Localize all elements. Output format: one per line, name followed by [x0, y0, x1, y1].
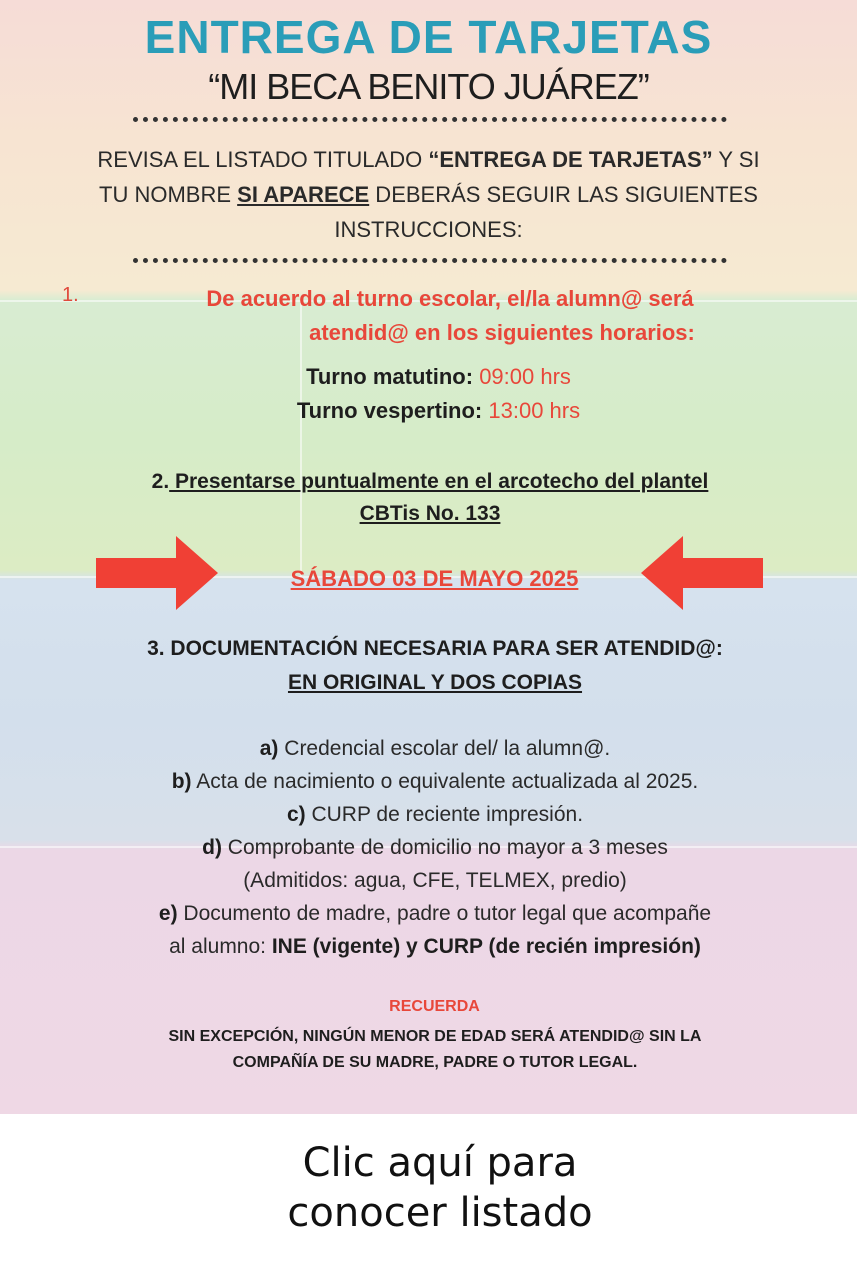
step2-text: 2. Presentarse puntualmente en el arcotecho del plantel CBTis No. 133 — [151, 470, 709, 525]
reminder-title: RECUERDA — [389, 998, 480, 1015]
arrow-left-icon — [641, 536, 763, 610]
documents-list — [40, 732, 830, 963]
list-item: e) Documento de madre, padre o tutor legal que acompañe — [158, 902, 712, 925]
poster-subtitle: “MI BECA BENITO JUÁREZ” — [208, 66, 649, 107]
list-item: c) CURP de reciente impresión. — [286, 803, 584, 826]
step3-text: 3. DOCUMENTACIÓN NECESARIA PARA SER ATENDID@: EN ORIGINAL Y DOS COPIAS — [147, 637, 723, 694]
dotted-divider — [133, 117, 727, 122]
step1-text: De acuerdo al turno escolar, el/la alumn@ será atendid@ en los siguientes horarios: — [206, 286, 695, 345]
intro-text: REVISA EL LISTADO TITULADO “ENTREGA DE TARJETAS” Y SI TU NOMBRE SI APARECE DEBERÁS SEGUIR LAS SIGUIENTES INSTRUCCIONES: — [97, 147, 760, 242]
schedule-afternoon: Turno vespertino: 13:00 hrs — [296, 398, 581, 423]
reminder-text: SIN EXCEPCIÓN, NINGÚN MENOR DE EDAD SERÁ ATENDID@ SIN LA COMPAÑÍA DE SU MADRE, PADRE O TUTOR LEGAL. — [168, 1028, 702, 1071]
list-item: al alumno: INE (vigente) y CURP (de recién impresión) — [169, 935, 701, 958]
list-item: d) Comprobante de domicilio no mayor a 3 meses — [202, 836, 668, 859]
list-item: b) Acta de nacimiento o equivalente actualizada al 2025. — [171, 770, 699, 793]
dotted-divider — [133, 258, 727, 263]
event-date: SÁBADO 03 DE MAYO 2025 — [290, 566, 579, 591]
schedule-morning: Turno matutino: 09:00 hrs — [306, 364, 571, 389]
list-item: (Admitidos: agua, CFE, TELMEX, predio) — [243, 869, 627, 892]
view-list-link[interactable]: Clic aquí para conocer listado — [287, 1140, 593, 1236]
poster-title: ENTREGA DE TARJETAS — [144, 11, 713, 63]
list-item: a) Credencial escolar del/ la alumn@. — [259, 737, 611, 760]
step-number: 1. — [62, 284, 79, 306]
